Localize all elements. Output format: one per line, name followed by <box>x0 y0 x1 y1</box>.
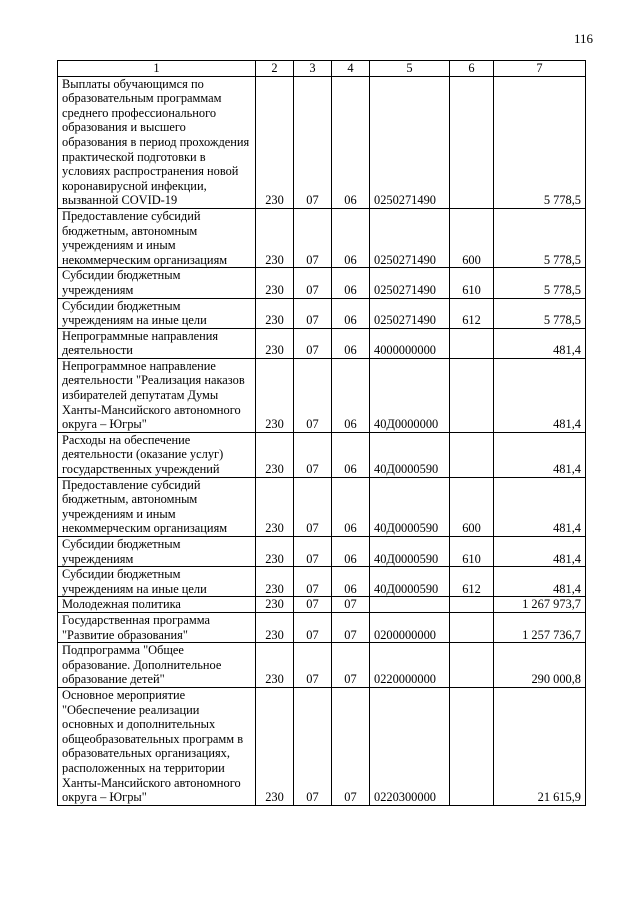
row-code-cell: 230 <box>256 643 294 688</box>
header-col-4: 4 <box>332 61 370 77</box>
header-col-1: 1 <box>58 61 256 77</box>
table-row <box>58 687 586 805</box>
row-code-cell: 230 <box>256 208 294 267</box>
row-section-cell: 07 <box>294 477 332 536</box>
row-expense-type-cell: 600 <box>450 208 494 267</box>
row-subsection-cell: 06 <box>332 432 370 477</box>
row-subsection-cell: 07 <box>332 643 370 688</box>
row-code-cell: 230 <box>256 268 294 298</box>
row-name-cell: Молодежная политика <box>58 597 256 613</box>
row-target-article-cell: 4000000000 <box>370 328 450 358</box>
row-subsection-cell: 06 <box>332 477 370 536</box>
row-target-article-cell: 40Д0000590 <box>370 567 450 597</box>
row-section-cell: 07 <box>294 298 332 328</box>
row-expense-type-cell <box>450 643 494 688</box>
row-code-cell: 230 <box>256 597 294 613</box>
row-expense-type-cell: 610 <box>450 268 494 298</box>
row-target-article-cell: 40Д0000590 <box>370 477 450 536</box>
row-code-cell: 230 <box>256 358 294 432</box>
table-row <box>58 597 586 613</box>
row-section-cell: 07 <box>294 268 332 298</box>
row-amount-cell: 21 615,9 <box>494 687 586 805</box>
table-row <box>58 268 586 298</box>
row-code-cell: 230 <box>256 567 294 597</box>
table-body <box>58 76 586 805</box>
row-amount-cell: 481,4 <box>494 477 586 536</box>
row-section-cell: 07 <box>294 687 332 805</box>
row-amount-cell: 5 778,5 <box>494 268 586 298</box>
table-row <box>58 208 586 267</box>
row-subsection-cell: 07 <box>332 612 370 642</box>
table-row <box>58 76 586 208</box>
row-expense-type-cell: 610 <box>450 537 494 567</box>
row-amount-cell: 1 257 736,7 <box>494 612 586 642</box>
row-expense-type-cell <box>450 687 494 805</box>
row-subsection-cell: 06 <box>332 268 370 298</box>
row-amount-cell: 5 778,5 <box>494 298 586 328</box>
table-row <box>58 477 586 536</box>
row-name-cell: Непрограммное направление деятельности "Реализация наказов избирателей депутатам Думы Ханты-Мансийского автономного округа – Югры" <box>58 358 256 432</box>
row-target-article-cell: 0220300000 <box>370 687 450 805</box>
row-amount-cell: 481,4 <box>494 432 586 477</box>
row-subsection-cell: 06 <box>332 208 370 267</box>
row-expense-type-cell <box>450 328 494 358</box>
header-col-6: 6 <box>450 61 494 77</box>
table-row <box>58 328 586 358</box>
row-amount-cell: 481,4 <box>494 537 586 567</box>
row-subsection-cell: 07 <box>332 687 370 805</box>
row-target-article-cell <box>370 597 450 613</box>
row-expense-type-cell: 600 <box>450 477 494 536</box>
row-expense-type-cell <box>450 597 494 613</box>
row-name-cell: Подпрограмма "Общее образование. Дополнительное образование детей" <box>58 643 256 688</box>
row-expense-type-cell <box>450 76 494 208</box>
row-target-article-cell: 0250271490 <box>370 298 450 328</box>
header-row <box>58 61 586 77</box>
row-section-cell: 07 <box>294 328 332 358</box>
row-target-article-cell: 0250271490 <box>370 268 450 298</box>
row-name-cell: Субсидии бюджетным учреждениям <box>58 537 256 567</box>
row-subsection-cell: 06 <box>332 358 370 432</box>
row-code-cell: 230 <box>256 612 294 642</box>
page-number: 116 <box>573 31 593 46</box>
row-name-cell: Государственная программа "Развитие образования" <box>58 612 256 642</box>
table-row <box>58 643 586 688</box>
row-code-cell: 230 <box>256 537 294 567</box>
row-amount-cell: 481,4 <box>494 567 586 597</box>
row-target-article-cell: 0220000000 <box>370 643 450 688</box>
row-expense-type-cell <box>450 432 494 477</box>
row-target-article-cell: 0250271490 <box>370 76 450 208</box>
row-name-cell: Предоставление субсидий бюджетным, автономным учреждениям и иным некоммерческим организациям <box>58 477 256 536</box>
row-name-cell: Выплаты обучающимся по образовательным программам среднего профессионального образования и высшего образования в период прохождения практической подготовки в условиях распространения новой коронавирусной инфекции, вызванной COVID-19 <box>58 76 256 208</box>
row-name-cell: Расходы на обеспечение деятельности (оказание услуг) государственных учреждений <box>58 432 256 477</box>
row-section-cell: 07 <box>294 643 332 688</box>
table-row <box>58 358 586 432</box>
row-name-cell: Субсидии бюджетным учреждениям на иные цели <box>58 567 256 597</box>
table-row <box>58 298 586 328</box>
row-expense-type-cell: 612 <box>450 298 494 328</box>
table-row <box>58 612 586 642</box>
row-subsection-cell: 06 <box>332 76 370 208</box>
row-subsection-cell: 07 <box>332 597 370 613</box>
row-name-cell: Субсидии бюджетным учреждениям <box>58 268 256 298</box>
row-target-article-cell: 40Д0000590 <box>370 537 450 567</box>
row-code-cell: 230 <box>256 298 294 328</box>
row-target-article-cell: 0250271490 <box>370 208 450 267</box>
row-name-cell: Непрограммные направления деятельности <box>58 328 256 358</box>
row-subsection-cell: 06 <box>332 328 370 358</box>
row-code-cell: 230 <box>256 432 294 477</box>
row-amount-cell: 5 778,5 <box>494 208 586 267</box>
row-code-cell: 230 <box>256 687 294 805</box>
row-subsection-cell: 06 <box>332 567 370 597</box>
row-section-cell: 07 <box>294 567 332 597</box>
row-code-cell: 230 <box>256 477 294 536</box>
row-name-cell: Субсидии бюджетным учреждениям на иные цели <box>58 298 256 328</box>
row-code-cell: 230 <box>256 76 294 208</box>
row-target-article-cell: 40Д0000590 <box>370 432 450 477</box>
header-col-3: 3 <box>294 61 332 77</box>
row-expense-type-cell <box>450 358 494 432</box>
row-subsection-cell: 06 <box>332 298 370 328</box>
row-code-cell: 230 <box>256 328 294 358</box>
header-col-2: 2 <box>256 61 294 77</box>
table-row <box>58 567 586 597</box>
row-amount-cell: 290 000,8 <box>494 643 586 688</box>
row-expense-type-cell <box>450 612 494 642</box>
row-section-cell: 07 <box>294 432 332 477</box>
row-amount-cell: 481,4 <box>494 328 586 358</box>
row-name-cell: Предоставление субсидий бюджетным, автономным учреждениям и иным некоммерческим организациям <box>58 208 256 267</box>
row-section-cell: 07 <box>294 537 332 567</box>
row-target-article-cell: 40Д0000000 <box>370 358 450 432</box>
row-name-cell: Основное мероприятие "Обеспечение реализации основных и дополнительных общеобразовательных программ в образовательных организациях, расположенных на территории Ханты-Мансийского автономного округа – Югры" <box>58 687 256 805</box>
header-col-7: 7 <box>494 61 586 77</box>
budget-table <box>57 60 586 806</box>
row-subsection-cell: 06 <box>332 537 370 567</box>
header-col-5: 5 <box>370 61 450 77</box>
row-section-cell: 07 <box>294 612 332 642</box>
table-row <box>58 432 586 477</box>
row-amount-cell: 5 778,5 <box>494 76 586 208</box>
row-target-article-cell: 0200000000 <box>370 612 450 642</box>
table-row <box>58 537 586 567</box>
row-section-cell: 07 <box>294 597 332 613</box>
row-section-cell: 07 <box>294 358 332 432</box>
row-amount-cell: 1 267 973,7 <box>494 597 586 613</box>
row-section-cell: 07 <box>294 76 332 208</box>
row-section-cell: 07 <box>294 208 332 267</box>
row-amount-cell: 481,4 <box>494 358 586 432</box>
row-expense-type-cell: 612 <box>450 567 494 597</box>
